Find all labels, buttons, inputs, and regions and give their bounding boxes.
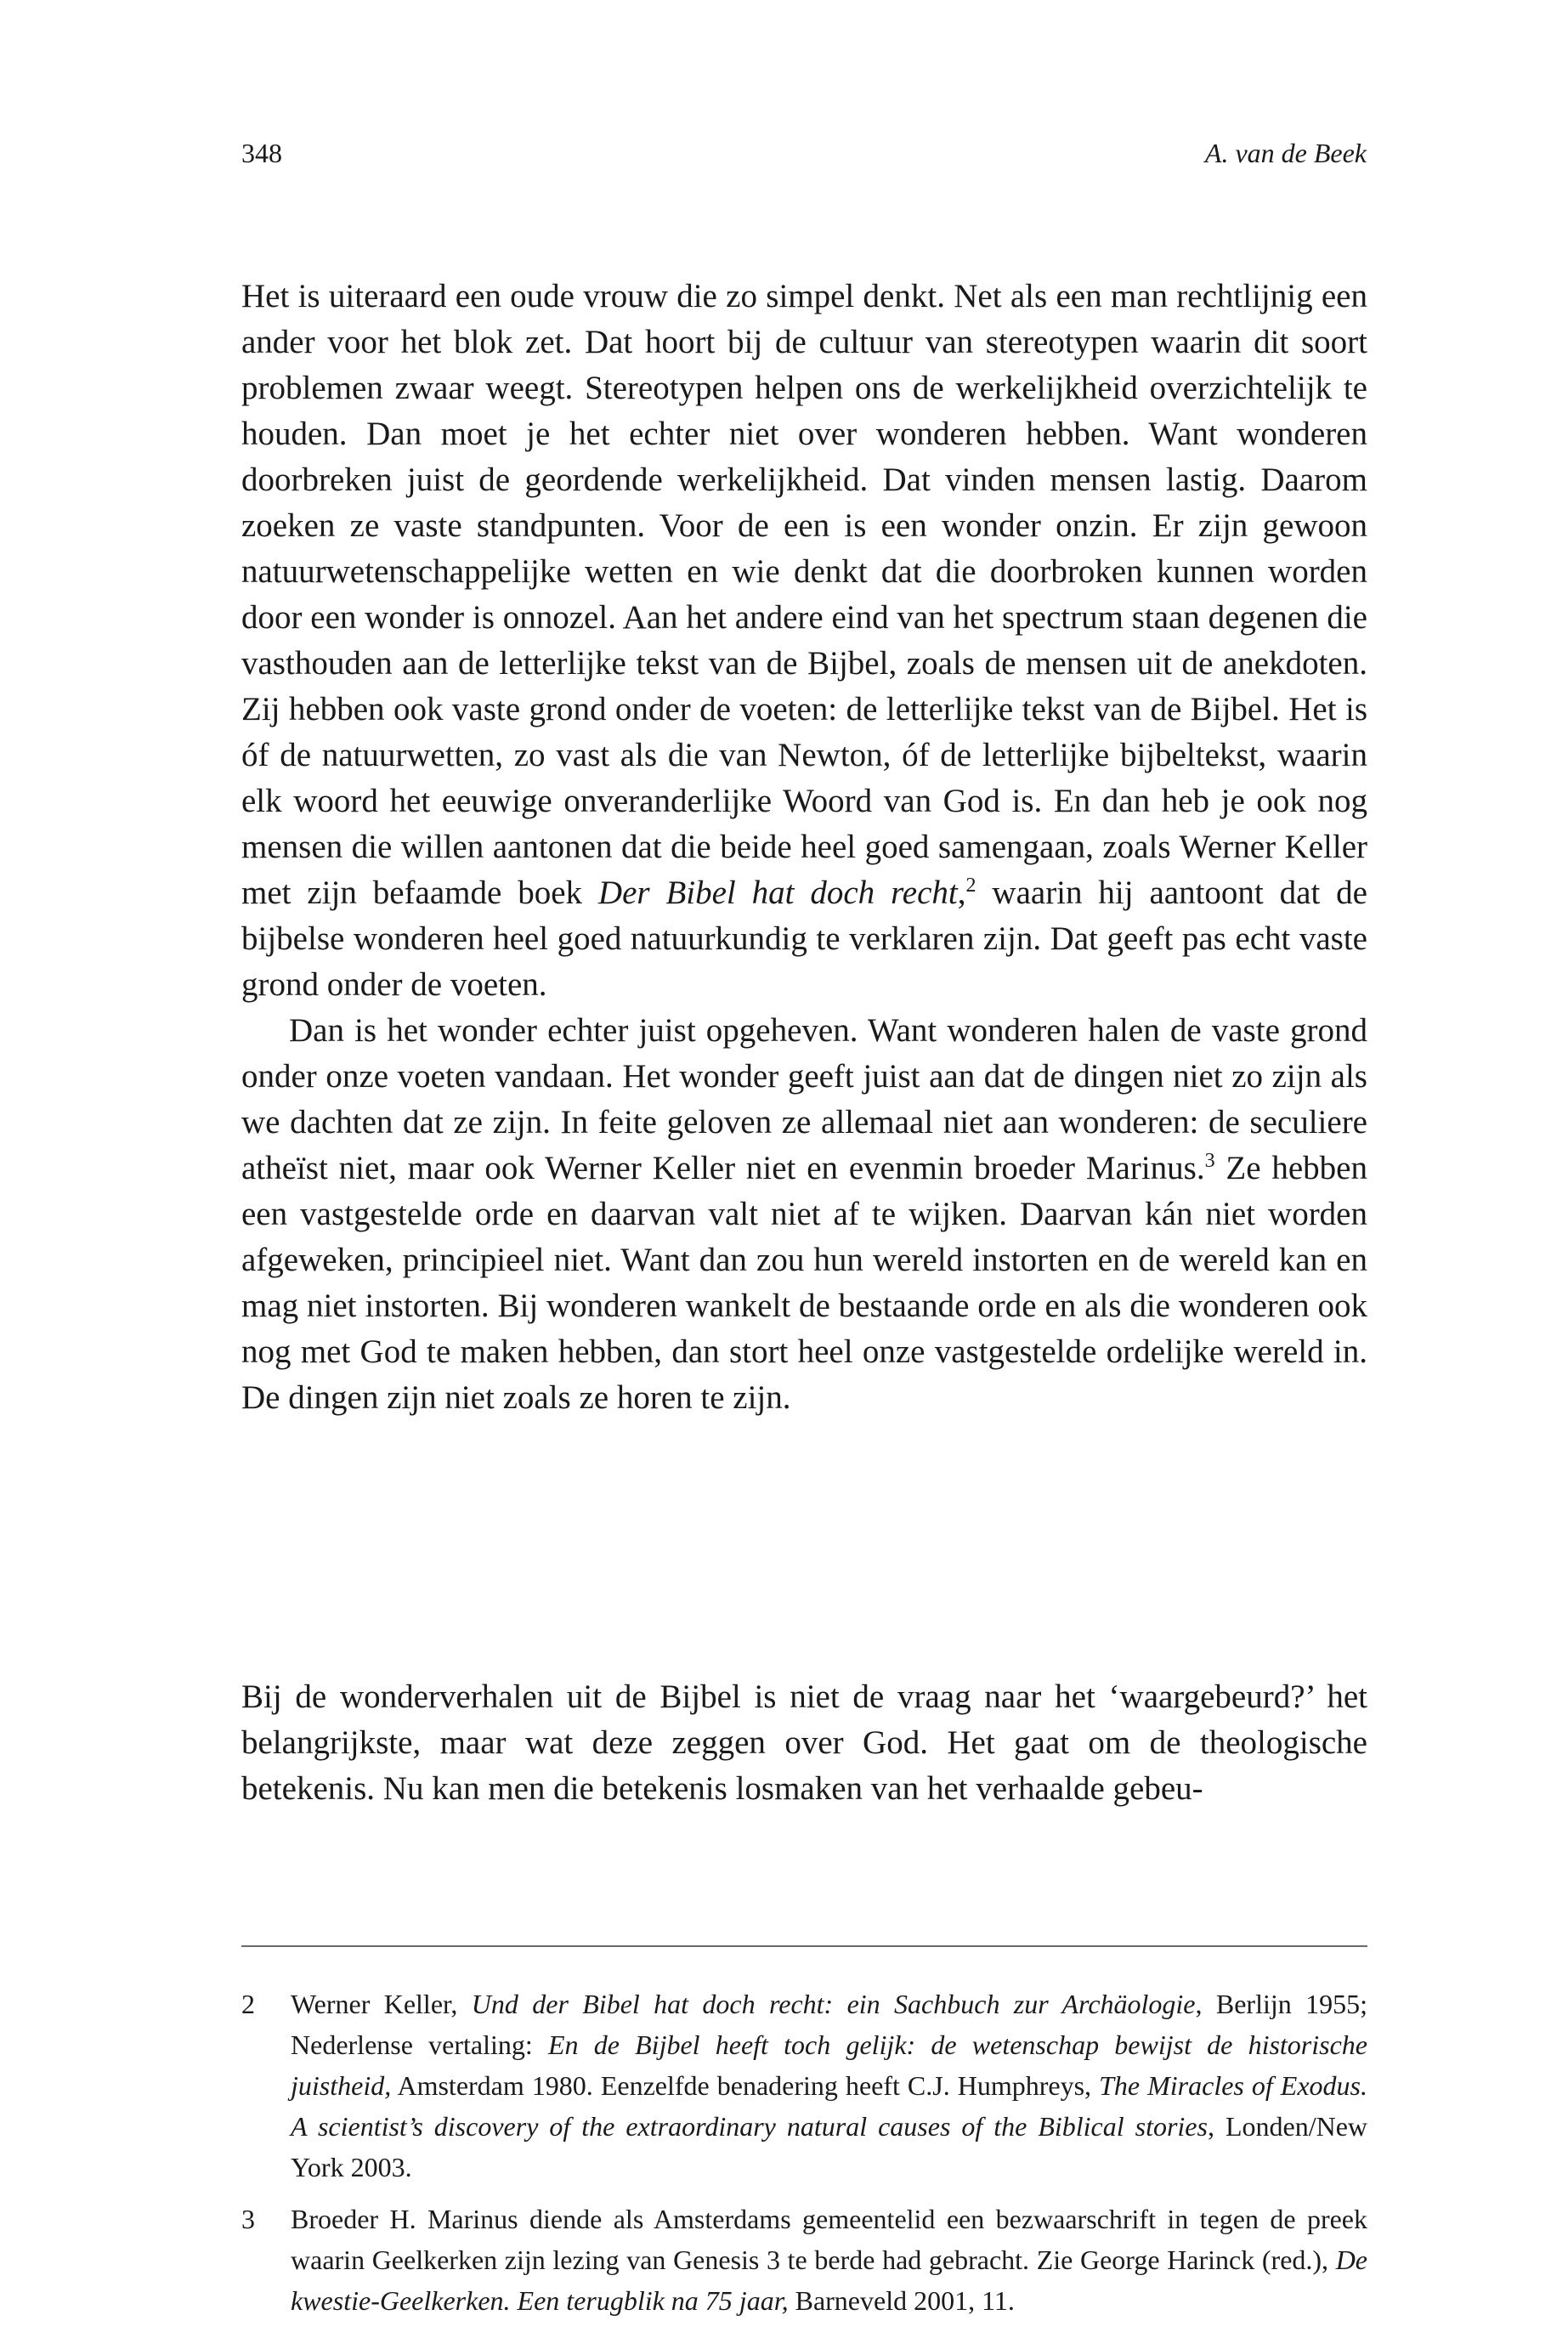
- running-head-author: A. van de Beek: [1204, 138, 1367, 168]
- footnote-text: [291, 1984, 1367, 2188]
- footnote-divider: [241, 1945, 1367, 1947]
- footnote-text: [291, 2199, 1367, 2321]
- text-span: ,: [957, 874, 966, 911]
- footnote-ref-3: 3: [1204, 1150, 1215, 1172]
- main-text-block: [241, 1674, 1367, 1812]
- paragraph: [241, 1008, 1367, 1421]
- text-span: Ze hebben een vastgestelde orde en daarvan valt niet af te wijken. Daarvan kán niet worden afgeweken, principieel niet. Want dan zou hun wereld instorten en de wereld kan en mag niet instorten. Bij wonderen wankelt de bestaande orde en als die wonderen ook nog met God te maken hebben, dan stort heel onze vastgestelde ordelijke wereld in. De dingen zijn niet zoals ze horen te zijn.: [241, 1150, 1367, 1416]
- text-span: waarin hij aantoont dat de bijbelse wonderen heel goed natuurkundig te verklaren zijn. Dat geeft pas echt vaste grond onder de voeten.: [241, 874, 1367, 1003]
- text-span: Werner Keller,: [291, 1989, 472, 2019]
- footnote-number: 3: [241, 2204, 255, 2234]
- book-title: The Miracles of Exodus. A scientist’s discovery of the extraordinary natural causes of the Biblical stories: [291, 2070, 1368, 2142]
- footnote-ref-2: 2: [965, 874, 976, 897]
- text-span: , Berlijn 1955; Nederlense vertaling:: [291, 1989, 1368, 2060]
- paragraph: Bij de wonderverhalen uit de Bijbel is niet de vraag naar het ‘waargebeurd?’ het belangrijkste, maar wat deze zeggen over God. Het gaat om de theologische betekenis. Nu kan men die betekenis losmaken van het verhaalde gebeu-: [241, 1678, 1367, 1807]
- book-title: Und der Bibel hat doch recht: ein Sachbuch zur Archäologie: [471, 1989, 1196, 2019]
- page-number: 348: [241, 138, 282, 168]
- main-text-block: [241, 274, 1367, 1421]
- footnote-number: 2: [241, 1989, 255, 2019]
- paragraph: [241, 274, 1367, 1008]
- text-span: Het is uiteraard een oude vrouw die zo simpel denkt. Net als een man rechtlijnig een ander voor het blok zet. Dat hoort bij de cultuur van stereotypen waarin dit soort problemen zwaar weegt. Stereotypen helpen ons de werkelijkheid overzichtelijk te houden. Dan moet je het echter niet over wonderen hebben. Want wonderen doorbreken juist de geordende werkelijkheid. Dat vinden mensen lastig. Daarom zoeken ze vaste standpunten. Voor de een is een wonder onzin. Er zijn gewoon natuurwetenschappelijke wetten en wie denkt dat die doorbroken kunnen worden door een wonder is onnozel. Aan het andere eind van het spectrum staan degenen die vasthouden aan de letterlijke tekst van de Bijbel, zoals de mensen uit de anekdoten. Zij hebben ook vaste grond onder de voeten: de letterlijke tekst van de Bijbel. Het is óf de natuurwetten, zo vast als die van Newton, óf de letterlijke bijbeltekst, waarin elk woord het eeuwige onveranderlijke Woord van God is. En dan heb je ook nog mensen die willen aantonen dat die beide heel goed samengaan, zoals Werner Keller met zijn befaamde boek: [241, 278, 1367, 911]
- footnotes: [241, 1984, 1367, 2332]
- text-span: Dan is het wonder echter juist opgeheven. Want wonderen halen de vaste grond onder onze voeten vandaan. Het wonder geeft juist aan dat de dingen niet zo zijn als we dachten dat ze zijn. In feite geloven ze allemaal niet aan wonderen: de seculiere atheïst niet, maar ook Werner Keller niet en evenmin broeder Marinus.: [241, 1012, 1367, 1186]
- book-title: Der Bibel hat doch recht: [597, 874, 958, 911]
- footnote-2: [241, 1984, 1367, 2188]
- footnote-3: [241, 2199, 1367, 2321]
- book-title: De kwestie-Geelkerken. Een terugblik na 75 jaar,: [291, 2244, 1367, 2316]
- text-span: Amsterdam 1980. Eenzelfde benadering heeft C.J. Humphreys,: [391, 2070, 1100, 2101]
- book-title: En de Bijbel heeft toch gelijk: de wetenschap bewijst de historische juistheid,: [291, 2029, 1368, 2101]
- text-span: Barneveld 2001, 11.: [788, 2285, 1015, 2316]
- text-span: , Londen/New York 2003.: [291, 2111, 1368, 2182]
- text-span: Broeder H. Marinus diende als Amsterdams gemeentelid een bezwaarschrift in tegen de preek waarin Geelkerken zijn lezing van Genesis 3 te berde had gebracht. Zie George Harinck (red.),: [291, 2204, 1367, 2275]
